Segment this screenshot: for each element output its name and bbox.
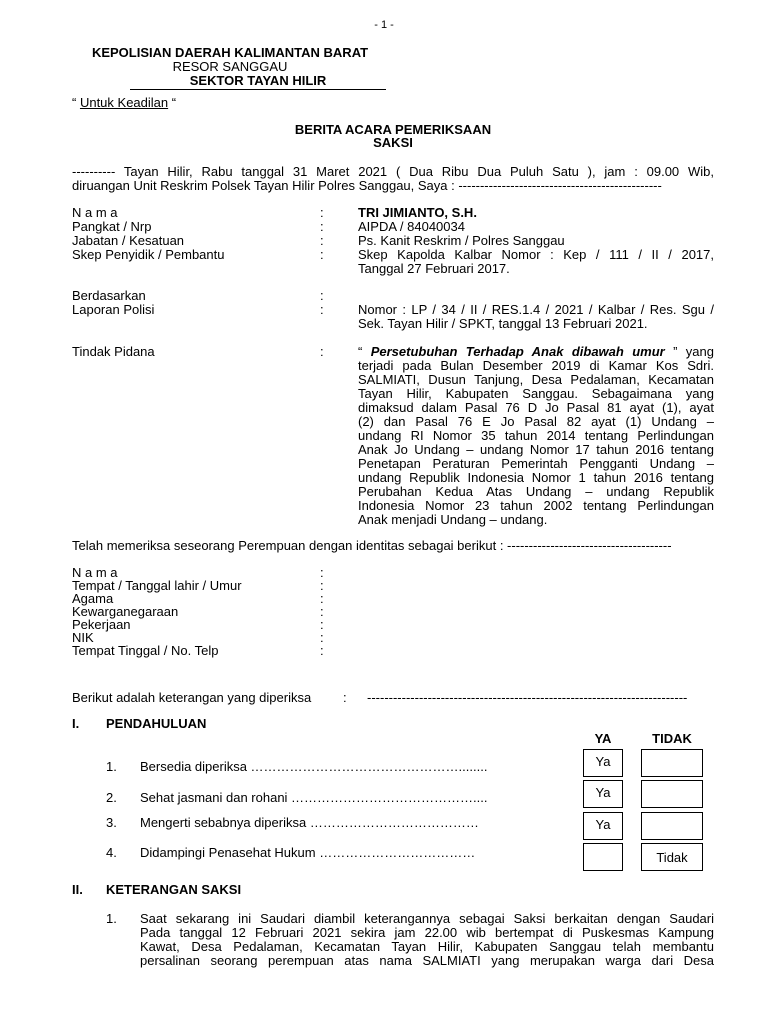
officer-name-label: N a m a xyxy=(72,205,118,220)
identity-label: Kewarganegaraan xyxy=(72,604,179,619)
officer-position-label: Jabatan / Kesatuan xyxy=(72,233,185,248)
crime-line-last: Anak menjadi Undang – undang. xyxy=(358,512,548,527)
colon: : xyxy=(320,604,324,619)
header-resort: RESOR SANGGAU xyxy=(172,59,288,74)
colon: : xyxy=(320,565,324,580)
colon: : xyxy=(320,630,324,645)
police-report-value-2: Sek. Tayan Hilir / SPKT, tanggal 13 Februari 2021. xyxy=(358,316,648,331)
section2-title: KETERANGAN SAKSI xyxy=(106,882,242,897)
crime-title-line: “ Persetubuhan Terhadap Anak dibawah umur ” yang xyxy=(358,344,714,359)
section2-number: II. xyxy=(72,882,83,897)
identity-label: N a m a xyxy=(72,565,118,580)
colon: : xyxy=(320,591,324,606)
ya-box xyxy=(583,843,623,871)
tidak-box xyxy=(641,749,703,777)
tidak-box-value: Tidak xyxy=(656,850,688,865)
crime-line: undang RI Nomor 35 tahun 2014 tentang Perlindungan xyxy=(358,428,714,443)
motto: “ Untuk Keadilan “ xyxy=(72,95,177,110)
police-report-value-1: Nomor : LP / 34 / II / RES.1.4 / 2021 / Kalbar / Res. Sgu / xyxy=(358,302,714,317)
crime-line: undang Republik Indonesia Nomor 1 tahun 2016 tentang xyxy=(358,470,714,485)
crime-line: (2) dan Pasal 76 E Jo Pasal 82 ayat (1) Undang – xyxy=(358,414,714,429)
colon: : xyxy=(320,578,324,593)
crime-line: dimaksud dalam Pasal 76 D Jo Pasal 81 ayat (1), ayat xyxy=(358,400,714,415)
intro-line-2: diruangan Unit Reskrim Polsek Tayan Hilir Polres Sanggau, Saya : ----------------------------------------------- xyxy=(72,178,662,193)
crime-line: terjadi pada Bulan Desember 2019 di Kamar Kos Sdri. xyxy=(358,358,714,373)
colon: : xyxy=(320,247,324,262)
examined-info-dashes: -------------------------------------------------------------------------- xyxy=(367,690,688,705)
basis-label: Berdasarkan xyxy=(72,288,146,303)
examined-intro: Telah memeriksa seseorang Perempuan dengan identitas sebagai berikut : -------------------------------------- xyxy=(72,538,672,553)
colon: : xyxy=(320,219,324,234)
item-text: Didampingi Penasehat Hukum ……………………………… xyxy=(140,845,476,860)
ya-box xyxy=(583,749,623,777)
officer-position-value: Ps. Kanit Reskrim / Polres Sanggau xyxy=(358,233,565,248)
crime-line: Indonesia Nomor 23 tahun 2002 tentang Perlindungan xyxy=(358,498,714,513)
identity-label: Pekerjaan xyxy=(72,617,131,632)
colon: : xyxy=(320,643,324,658)
page-number: - 1 - xyxy=(374,19,394,31)
column-ya: YA xyxy=(594,731,612,746)
ya-box-value: Ya xyxy=(595,754,611,769)
statement-line: Saat sekarang ini Saudari diambil keterangannya sebagai Saksi berkaitan dengan Saudari xyxy=(140,911,714,926)
tidak-box xyxy=(641,843,703,871)
colon: : xyxy=(320,617,324,632)
statement-line: persalinan seorang perempuan atas nama SALMIATI yang merupakan warga dari Desa xyxy=(140,953,714,968)
item-text: Sehat jasmani dan rohani …………………………………….... xyxy=(140,790,488,805)
crime-line: Anak Jo Undang – undang Nomor 17 tahun 2016 tentang xyxy=(358,442,714,457)
officer-name-value: TRI JIMIANTO, S.H. xyxy=(358,205,477,220)
item-number: 2. xyxy=(106,790,117,805)
colon: : xyxy=(320,302,324,317)
identity-label: Tempat / Tanggal lahir / Umur xyxy=(72,578,242,593)
item-number: 3. xyxy=(106,815,117,830)
colon: : xyxy=(320,205,324,220)
item-text: Mengerti sebabnya diperiksa ………………………………… xyxy=(140,815,479,830)
tidak-box xyxy=(641,780,703,808)
crime-line: Penetapan Peraturan Pemerintah Pengganti Undang – xyxy=(358,456,714,471)
statement-line: Pada tanggal 12 Februari 2021 sekira jam 22.00 wib bertempat di Puskesmas Kampung xyxy=(140,925,714,940)
colon: : xyxy=(343,690,347,705)
ya-box-value: Ya xyxy=(595,817,611,832)
crime-title: Persetubuhan Terhadap Anak dibawah umur xyxy=(370,344,665,359)
header-sector: SEKTOR TAYAN HILIR xyxy=(130,74,386,90)
officer-rank-label: Pangkat / Nrp xyxy=(72,219,152,234)
colon: : xyxy=(320,344,324,359)
police-report-label: Laporan Polisi xyxy=(72,302,155,317)
officer-rank-value: AIPDA / 84040034 xyxy=(358,219,465,234)
colon: : xyxy=(320,288,324,303)
statement-line: Kawat, Desa Pedalaman, Kecamatan Tayan Hilir, Kabupaten Sanggau telah membantu xyxy=(140,939,714,954)
document-subtitle: SAKSI xyxy=(373,135,413,150)
motto-text: Untuk Keadilan xyxy=(79,95,169,110)
column-tidak: TIDAK xyxy=(652,731,692,746)
ya-box xyxy=(583,812,623,840)
crime-line: Perubahan Kedua Atas Undang – undang Republik xyxy=(358,484,714,499)
section1-title: PENDAHULUAN xyxy=(106,716,207,731)
colon: : xyxy=(320,233,324,248)
officer-decree-value-1: Skep Kapolda Kalbar Nomor : Kep / 111 / II / 2017, xyxy=(358,247,714,262)
item-text: Bersedia diperiksa …………………………………………........ xyxy=(140,759,488,774)
intro-line-1: ---------- Tayan Hilir, Rabu tanggal 31 Maret 2021 ( Dua Ribu Dua Puluh Satu ), jam : 09.00 Wib, xyxy=(72,164,714,179)
examined-info-label: Berikut adalah keterangan yang diperiksa xyxy=(72,690,312,705)
section1-number: I. xyxy=(72,716,80,731)
document-title: BERITA ACARA PEMERIKSAAN xyxy=(294,122,492,137)
section2-item-number: 1. xyxy=(106,911,117,926)
crime-line: SALMIATI, Dusun Tanjung, Desa Pedalaman, Kecamatan xyxy=(358,372,714,387)
crime-label: Tindak Pidana xyxy=(72,344,155,359)
ya-box-value: Ya xyxy=(595,785,611,800)
ya-box xyxy=(583,780,623,808)
identity-label: Tempat Tinggal / No. Telp xyxy=(72,643,219,658)
tidak-box xyxy=(641,812,703,840)
item-number: 1. xyxy=(106,759,117,774)
header-institution: KEPOLISIAN DAERAH KALIMANTAN BARAT xyxy=(91,45,369,60)
identity-label: Agama xyxy=(72,591,114,606)
officer-decree-value-2: Tanggal 27 Februari 2017. xyxy=(358,261,510,276)
identity-label: NIK xyxy=(72,630,94,645)
crime-line: Tayan Hilir, Kabupaten Sanggau. Sebagaimana yang xyxy=(358,386,714,401)
officer-decree-label: Skep Penyidik / Pembantu xyxy=(72,247,225,262)
item-number: 4. xyxy=(106,845,117,860)
